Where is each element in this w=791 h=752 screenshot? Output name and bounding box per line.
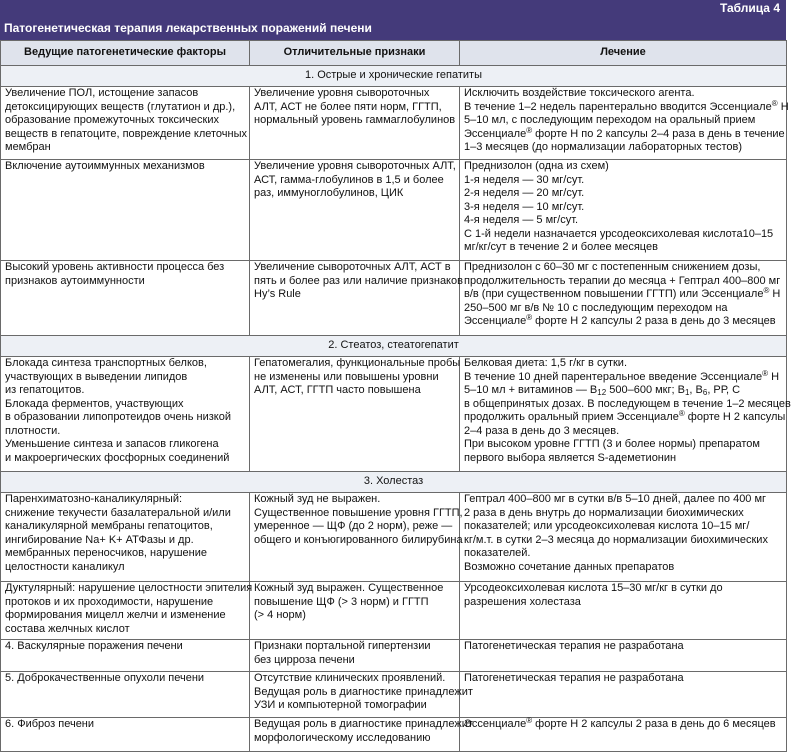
cell-line: Уменьшение синтеза и запасов гликогена	[5, 438, 219, 450]
treatment-cell	[460, 160, 787, 261]
cell-line: состава желчных кислот	[5, 622, 130, 635]
text-run: продолжить оральный прием Эссенциале	[464, 411, 679, 423]
signs-cell	[250, 672, 473, 718]
cell-line: кг/м.т. в сутки 2–3 месяца до нормализации биохимических	[464, 533, 768, 546]
cell-line: мембранных переносчиков, нарушение	[5, 547, 207, 559]
cell-line: 4. Васкулярные поражения печени	[5, 640, 183, 652]
cell-line	[464, 718, 782, 732]
text-run: Н	[772, 288, 781, 300]
column-header-factors: Ведущие патогенетические факторы	[1, 41, 250, 66]
cell-line: без цирроза печени	[254, 653, 355, 666]
cell-line: пять и более раз или наличие признаков	[254, 274, 463, 287]
registered-mark: ®	[526, 125, 533, 135]
cell-line: протоков и их проходимости, нарушение	[5, 595, 214, 608]
cell-line: Гептрал 400–800 мг в сутки в/в 5–10 дней, далее по 400 мг	[464, 493, 767, 505]
cell-line: Преднизолон (одна из схем)	[464, 160, 609, 172]
factors-cell	[1, 357, 250, 472]
signs-cell	[250, 261, 463, 336]
subscript: 1	[684, 388, 690, 397]
treatment-cell	[460, 718, 787, 752]
cell-line: в образовании липопротеидов очень низкой	[5, 411, 231, 423]
cell-line: нормальный уровень гаммаглобулинов	[254, 114, 456, 126]
cell-line: не изменены или повышены уровни	[254, 370, 439, 383]
cell-line: Преднизолон с 60–30 мг с постепенным снижением дозы,	[464, 261, 761, 273]
text-run: , В	[689, 384, 703, 396]
factors-cell	[1, 672, 250, 718]
cell-line: участвующих в выведении липидов	[5, 370, 188, 383]
cell-line: 2-я неделя — 20 мг/сут.	[464, 187, 585, 199]
cell-line: Высокий уровень активности процесса без	[5, 261, 225, 273]
cell-line: мг/кг/сут в течение 2 и более месяцев	[464, 241, 658, 253]
cell-line: из гепатоцитов.	[5, 384, 85, 396]
section-title: 1. Острые и хронические гепатиты	[1, 66, 787, 87]
cell-line: ингибирование Na+ K+ АТФазы и др.	[5, 533, 194, 546]
signs-cell	[250, 160, 460, 261]
cell-line: Блокада синтеза транспортных белков,	[5, 357, 207, 369]
cell-line: Блокада ферментов, участвующих	[5, 397, 184, 410]
factors-cell	[1, 160, 250, 261]
signs-cell	[250, 87, 460, 160]
cell-line: Hy’s Rule	[254, 288, 301, 300]
column-header-signs: Отличительные признаки	[250, 41, 460, 66]
text-run: В течение 1–2 недель парентерально вводится Эссенциале	[464, 100, 772, 113]
cell-line: и макроергических фосфорных соединений	[5, 451, 230, 464]
treatment-cell	[460, 640, 787, 672]
section-title: 3. Холестаз	[1, 472, 787, 493]
signs-cell	[250, 640, 460, 672]
cell-line: УЗИ и компьютерной томографии	[254, 699, 427, 711]
factors-cell	[1, 640, 250, 672]
cell-line: 1-я неделя — 30 мг/сут.	[464, 173, 585, 186]
cell-line: Ведущая роль в диагностике принадлежит	[254, 685, 473, 698]
cell-line: детоксицирующих веществ (глутатион и др.),	[5, 100, 236, 113]
cell-line: снижение текучести базалатеральной и/или	[5, 506, 231, 519]
cell-line	[464, 384, 782, 398]
cell-line: показателей.	[464, 547, 531, 559]
treatment-cell	[460, 493, 787, 582]
cell-line: Кожный зуд выражен. Существенное	[254, 582, 444, 594]
cell-line: С 1-й недели назначается урсодеоксихолевая кислота10–15	[464, 227, 774, 240]
section-row	[1, 472, 787, 493]
table-row	[1, 582, 787, 640]
table-header-bar	[0, 0, 786, 40]
table-row	[1, 718, 787, 752]
cell-line: Исключить воздействие токсического агента.	[464, 87, 695, 99]
text-run: Н	[771, 370, 780, 383]
cell-line: морфологическому исследованию	[254, 731, 431, 744]
cell-line: Возможно сочетание данных препаратов	[464, 560, 675, 573]
signs-cell	[250, 718, 473, 752]
text-run: форте Н 2 капсулы 2 раза в день до 3 месяцев	[535, 315, 776, 327]
text-run: Эссенциале	[464, 127, 527, 140]
cell-line: Паренхиматозно-каналикулярный:	[5, 493, 183, 505]
registered-mark: ®	[526, 716, 533, 725]
cell-line: повышение ЩФ (> 3 норм) и ГГТП	[254, 595, 429, 608]
treatment-cell	[460, 87, 787, 160]
cell-line: АЛТ, АСТ не более пяти норм, ГГТП,	[254, 100, 442, 113]
cell-line: Кожный зуд не выражен.	[254, 493, 381, 505]
cell-line: 5–10 мл, с последующим переходом на оральный прием	[464, 114, 756, 126]
section-row	[1, 66, 787, 87]
table-row	[1, 87, 787, 160]
signs-cell	[250, 582, 460, 640]
cell-line	[464, 288, 782, 302]
cell-line: веществ в гепатоците, повреждение клеточных	[5, 127, 247, 140]
cell-line: Увеличение уровня сывороточных	[254, 87, 430, 99]
cell-line: Увеличение сывороточных АЛТ, АСТ в	[254, 261, 451, 273]
factors-cell	[1, 261, 250, 336]
cell-line: АСТ, гамма-глобулинов в 1,5 и более	[254, 173, 444, 186]
treatment-cell	[460, 357, 791, 472]
cell-line: Включение аутоиммунных механизмов	[5, 160, 205, 172]
cell-line: каналикулярной мембраны гепатоцитов,	[5, 520, 213, 532]
factors-cell	[1, 493, 250, 582]
registered-mark: ®	[762, 368, 769, 378]
registered-mark: ®	[771, 98, 778, 108]
cell-line: 250–500 мг в/в № 10 с последующим переходом на	[464, 301, 728, 314]
cell-line: целостности каналикул	[5, 560, 125, 573]
column-header-treatment: Лечение	[460, 41, 787, 66]
cell-line	[464, 368, 782, 385]
cell-line: 4-я неделя — 5 мг/сут.	[464, 214, 579, 226]
cell-line: 1–3 месяцев (до нормализации лабораторных тестов)	[464, 141, 743, 153]
cell-line: Существенное повышение уровня ГГТП,	[254, 506, 463, 519]
text-run: Эссенциале	[464, 718, 527, 730]
cell-line: 5. Доброкачественные опухоли печени	[5, 672, 205, 684]
cell-line: разрешения холестаза	[464, 595, 581, 608]
cell-line: первого выбора является S-адеметионин	[464, 451, 677, 464]
signs-cell	[250, 493, 463, 582]
subscript: 6	[702, 388, 708, 397]
cell-line: Урсодеоксихолевая кислота 15–30 мг/кг в сутки до	[464, 582, 723, 594]
factors-cell	[1, 718, 250, 752]
cell-line: Патогенетическая терапия не разработана	[464, 672, 684, 684]
treatment-cell	[460, 672, 787, 718]
therapy-table	[0, 40, 791, 752]
cell-line: общего и конъюгированного билирубина	[254, 533, 463, 546]
text-run: форте Н по 2 капсулы 2–4 раза в день в течение	[535, 127, 785, 140]
text-run: , РР, С	[707, 384, 741, 396]
cell-line: формирования мицелл желчи и изменение	[5, 609, 226, 621]
table-row	[1, 493, 787, 582]
cell-line: Увеличение ПОЛ, истощение запасов	[5, 87, 199, 99]
cell-line: раз, иммуноглобулинов, ЦИК	[254, 187, 404, 199]
text-run: в/в (при существенном повышении ГГТП) или Эссенциале	[464, 288, 764, 300]
section-row	[1, 336, 787, 357]
cell-line	[464, 315, 782, 329]
factors-cell	[1, 582, 253, 640]
section-title: 2. Стеатоз, стеатогепатит	[1, 336, 787, 357]
text-run: 500–600 мкг; В	[609, 384, 685, 396]
cell-line	[464, 409, 786, 425]
text-run: Н	[780, 100, 789, 113]
signs-cell	[250, 357, 460, 472]
cell-line: 6. Фиброз печени	[5, 718, 95, 730]
table-row	[1, 261, 787, 336]
cell-line	[464, 98, 789, 115]
cell-line: Признаки портальной гипертензии	[254, 640, 431, 652]
cell-line: плотности.	[5, 424, 61, 437]
cell-line: показателей; или урсодеоксихолевая кислота 10–15 мг/	[464, 520, 750, 532]
cell-line: (> 4 норм)	[254, 609, 306, 621]
registered-mark: ®	[763, 286, 770, 295]
text-run: 5–10 мл + витаминов — В	[464, 384, 598, 396]
table-number: Таблица 4	[719, 1, 780, 15]
registered-mark: ®	[526, 313, 533, 322]
cell-line: Белковая диета: 1,5 г/кг в сутки.	[464, 357, 628, 369]
cell-line: 2–4 раза в день до 3 месяцев.	[464, 424, 620, 437]
cell-line: 3-я неделя — 10 мг/сут.	[464, 200, 585, 213]
table-header-row	[1, 41, 787, 66]
cell-line	[464, 125, 785, 142]
text-run: форте Н 2 капсулы 2 раза в день до 6 месяцев	[535, 718, 776, 730]
cell-line: Дуктулярный: нарушение целостности эпителия	[5, 582, 253, 594]
cell-line: При высоком уровне ГГТП (3 и более нормы) препаратом	[464, 438, 760, 450]
text-run: В течение 10 дней парентеральное введение Эссенциале	[464, 370, 763, 383]
cell-line: Ведущая роль в диагностике принадлежит	[254, 718, 473, 730]
cell-line: признаков аутоиммунности	[5, 274, 145, 287]
cell-line: АЛТ, АСТ, ГГТП часто повышена	[254, 384, 421, 396]
treatment-cell	[460, 261, 787, 336]
cell-line: Гепатомегалия, функциональные пробы	[254, 357, 461, 369]
text-run: форте Н 2 капсулы	[687, 411, 786, 423]
factors-cell	[1, 87, 250, 160]
cell-line: умеренное — ЩФ (до 2 норм), реже —	[254, 520, 453, 532]
registered-mark: ®	[678, 409, 685, 418]
cell-line: мембран	[5, 141, 51, 153]
cell-line: образование промежуточных токсических	[5, 114, 220, 126]
table-row	[1, 160, 787, 261]
text-run: Эссенциале	[464, 315, 527, 327]
table-row	[1, 357, 787, 472]
table-row	[1, 640, 787, 672]
cell-line: в общепринятых дозах. В последующем в течение 1–2 месяцев	[464, 397, 791, 410]
table-row	[1, 672, 787, 718]
table-title: Патогенетическая терапия лекарственных поражений печени	[4, 21, 372, 35]
cell-line: Отсутствие клинических проявлений.	[254, 672, 446, 684]
cell-line: Патогенетическая терапия не разработана	[464, 640, 684, 652]
cell-line: 2 раза в день внутрь до нормализации биохимических	[464, 506, 744, 519]
subscript: 12	[597, 388, 607, 397]
cell-line: продолжительность терапии до месяца + Гептрал 400–800 мг	[464, 274, 781, 287]
treatment-cell	[460, 582, 787, 640]
cell-line: Увеличение уровня сывороточных АЛТ,	[254, 160, 456, 172]
